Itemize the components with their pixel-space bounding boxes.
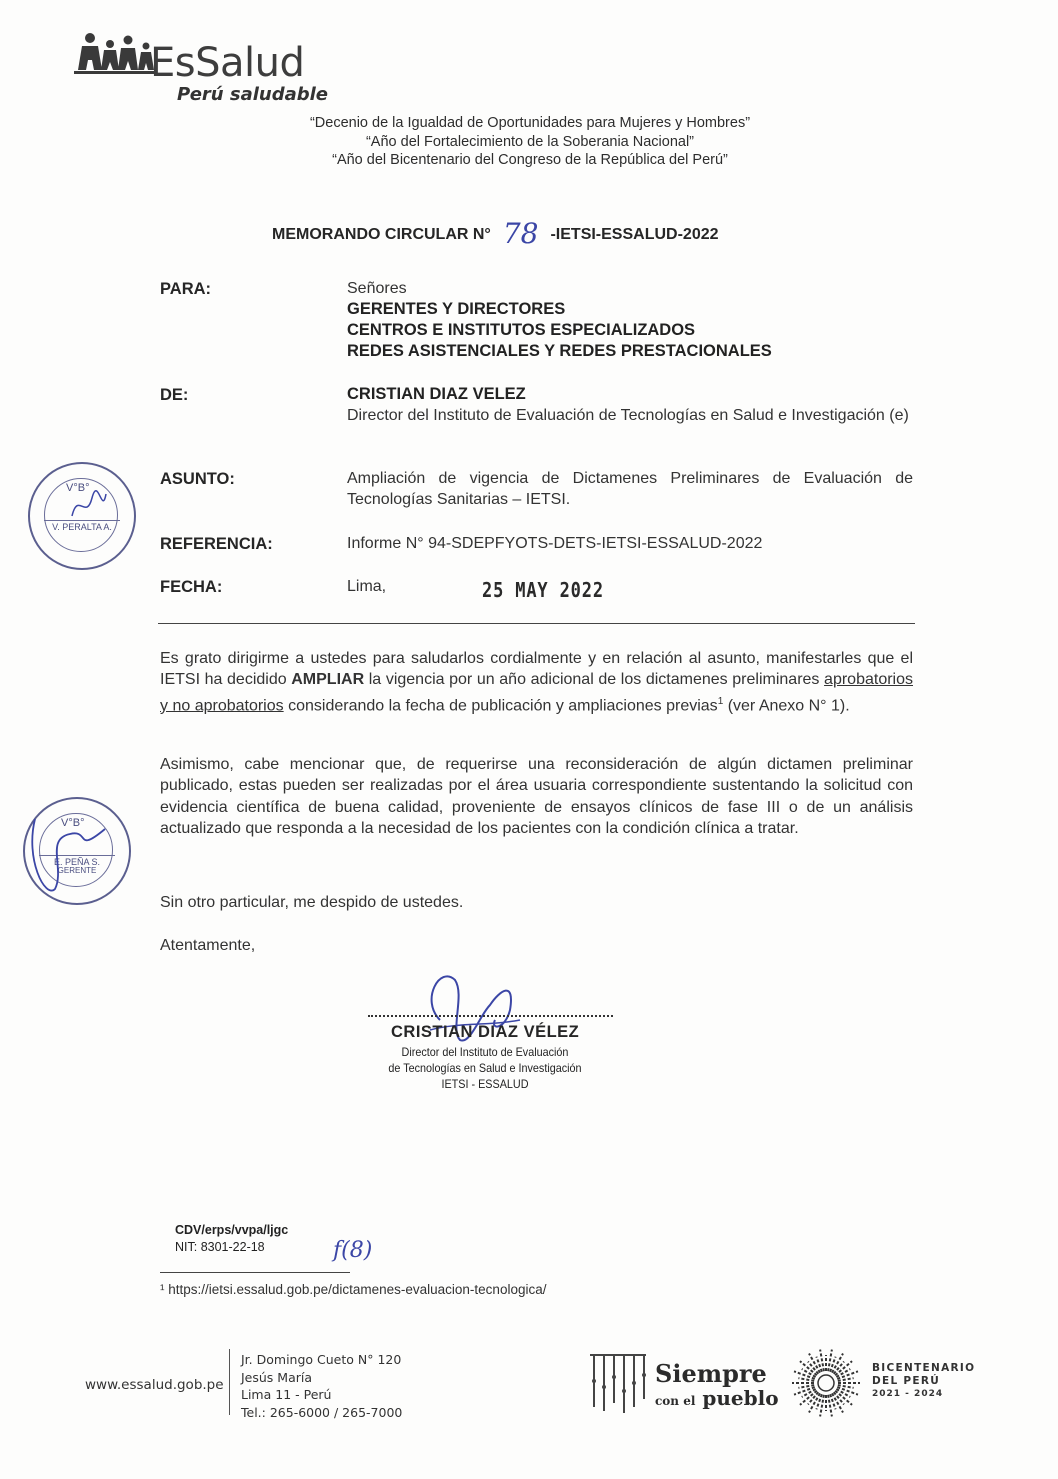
referencia-value: Informe N° 94-SDEPFYOTS-DETS-IETSI-ESSALUD-2022 — [347, 535, 763, 552]
reference-codes — [175, 1222, 288, 1256]
slogan-pueblo-word: pueblo — [702, 1386, 779, 1410]
stamp-name: E. PEÑA S. — [39, 855, 115, 867]
sun-ray — [794, 1371, 815, 1379]
signature-scribble-icon — [15, 799, 125, 909]
bicentenario-line: BICENTENARIO — [872, 1362, 976, 1374]
para-line: CENTROS E INSTITUTOS ESPECIALIZADOS — [347, 321, 696, 339]
signer-title-line: Director del Instituto de Evaluación — [401, 1045, 569, 1059]
slogan-pueblo — [655, 1386, 779, 1410]
address-line: Lima 11 - Perú — [241, 1387, 332, 1402]
p1-text-c: considerando la fecha de publicación y ampliaciones previas — [283, 696, 718, 714]
p1-text-b: la vigencia por un año adicional de los dictamenes preliminares — [364, 671, 825, 689]
de-role: Director del Instituto de Evaluación de Tecnologías en Salud e Investigación (e) — [347, 407, 909, 424]
para-value — [347, 278, 913, 362]
stamp-vb: V°B° — [66, 482, 90, 494]
fecha-place: Lima, — [347, 578, 387, 595]
footer-address — [241, 1351, 402, 1421]
para-line: REDES ASISTENCIALES Y REDES PRESTACIONALES — [347, 342, 772, 360]
title-prefix: MEMORANDO CIRCULAR N° — [272, 226, 491, 243]
sun-ray — [837, 1371, 858, 1379]
fecha-label: FECHA: — [160, 578, 223, 596]
p1-bold: AMPLIAR — [291, 671, 365, 689]
p1-text-d: (ver Anexo N° 1). — [723, 696, 850, 714]
asunto-label: ASUNTO: — [160, 470, 235, 488]
bicentenario-years: 2021 - 2024 — [872, 1389, 944, 1399]
address-line: Jr. Domingo Cueto N° 120 — [241, 1352, 402, 1367]
slogan-siempre: Siempre — [655, 1359, 767, 1388]
signature-scribble-icon — [68, 486, 108, 526]
footnote-divider — [160, 1272, 350, 1273]
initials-code: CDV/erps/vvpa/ljgc — [175, 1223, 289, 1237]
bicentenario-sun-icon — [790, 1347, 862, 1419]
body-paragraph-2: Asimismo, cabe mencionar que, de requerirse una reconsideración de algún dictamen preliminar publicado, estas pueden ser realizadas por el área usuaria correspondiente sustentando la solicitud con evidencia científica de buena calidad, proveniente de ensayos clínicos de fase III o de un análisis actualizado que responda a la necesidad de los pacientes con la condición clínica a tratar. — [160, 756, 913, 837]
slogan-con-el: con el — [655, 1394, 696, 1408]
footnote-ref: 1 — [717, 695, 724, 707]
signer-name: CRISTIAN DIAZ VÉLEZ — [391, 1023, 580, 1041]
logo-name: EsSalud — [150, 40, 305, 86]
regards-line: Atentamente, — [160, 937, 256, 954]
essalud-logo-icon — [70, 30, 160, 78]
signer-title-line: de Tecnologías en Salud e Investigación — [388, 1061, 582, 1075]
footer-divider — [229, 1349, 230, 1415]
footnote: ¹ https://ietsi.essalud.gob.pe/dictamenes-evaluacion-tecnologica/ — [160, 1282, 547, 1297]
memo-title — [272, 213, 719, 250]
para-line: GERENTES Y DIRECTORES — [347, 300, 566, 318]
approval-stamp — [23, 797, 131, 905]
signer-title-line: IETSI - ESSALUD — [441, 1077, 529, 1091]
para-label: PARA: — [160, 280, 212, 298]
closing-line: Sin otro particular, me despido de ustedes. — [160, 894, 464, 911]
mottos — [270, 114, 790, 170]
signer-title — [373, 1044, 598, 1092]
motto-line: “Decenio de la Igualdad de Oportunidades para Mujeres y Hombres” — [309, 115, 751, 131]
referencia-label: REFERENCIA: — [160, 535, 273, 553]
logo-tagline: Perú saludable — [177, 84, 329, 105]
motto-line: “Año del Fortalecimiento de la Soberania Nacional” — [365, 133, 695, 150]
approval-stamp — [28, 462, 136, 570]
sun-ray — [820, 1350, 824, 1372]
stamp-vb: V°B° — [61, 817, 85, 829]
sun-ray — [828, 1350, 832, 1372]
bicentenario-line: DEL PERÚ — [872, 1375, 941, 1387]
divider — [158, 623, 915, 624]
sun-ray — [828, 1395, 832, 1417]
signature-line — [368, 1015, 613, 1017]
footer-website: www.essalud.gob.pe — [85, 1377, 224, 1393]
p1-underline: aprobatorios y no aprobatorios — [160, 671, 913, 714]
bicentenario-text — [872, 1362, 975, 1401]
asunto-value: Ampliación de vigencia de Dictamenes Preliminares de Evaluación de Tecnologías Sanitarias – IETSI. — [347, 470, 913, 508]
p1-text-a: Es grato dirigirme a ustedes para saludarlos cordialmente y en relación al asunto, manifestarles que el IETSI ha decidido — [160, 650, 913, 689]
title-suffix: -IETSI-ESSALUD-2022 — [550, 226, 719, 243]
para-line: Señores — [347, 280, 407, 297]
stamp-name: V. PERALTA A. — [44, 520, 120, 532]
fecha-date-stamp: 25 MAY 2022 — [482, 578, 604, 602]
de-value — [347, 384, 913, 426]
body-paragraph-1 — [160, 648, 913, 716]
de-name: CRISTIAN DIAZ VELEZ — [347, 385, 526, 403]
address-line: Jesús María — [241, 1369, 313, 1385]
sun-ray — [794, 1387, 815, 1395]
nit-code: NIT: 8301-22-18 — [175, 1240, 265, 1254]
memo-number-handwritten: 78 — [502, 217, 539, 250]
motto-line: “Año del Bicentenario del Congreso de la República del Perú” — [332, 152, 728, 168]
stamp-role: GERENTE — [57, 866, 97, 875]
handwritten-note: f(8) — [333, 1238, 373, 1263]
address-line: Tel.: 265-6000 / 265-7000 — [241, 1404, 403, 1420]
sun-ray — [820, 1395, 824, 1417]
de-label: DE: — [160, 386, 189, 404]
sun-ray — [837, 1387, 858, 1395]
